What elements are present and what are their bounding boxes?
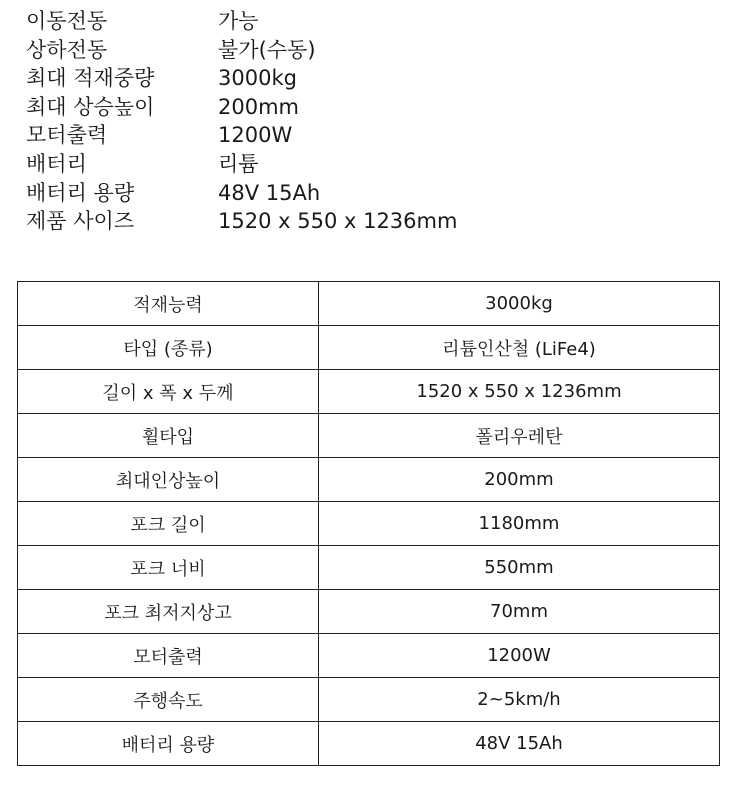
spec-label-cell: 배터리 용량 — [18, 722, 319, 766]
summary-label: 배터리 — [26, 151, 87, 176]
table-row — [18, 546, 720, 590]
spec-label-cell: 길이 x 폭 x 두께 — [18, 370, 319, 414]
table-row — [18, 326, 720, 370]
table-row — [18, 282, 720, 326]
summary-row-max-load — [26, 64, 726, 93]
summary-value: 48V 15Ah — [218, 180, 321, 205]
table-row — [18, 458, 720, 502]
table-row — [18, 722, 720, 766]
summary-row-max-lift-height — [26, 93, 726, 122]
table-row — [18, 590, 720, 634]
spec-value-cell: 48V 15Ah — [319, 722, 720, 766]
summary-value: 3000kg — [218, 66, 297, 91]
spec-value-cell: 3000kg — [319, 282, 720, 326]
spec-label-cell: 휠타입 — [18, 414, 319, 458]
summary-label: 최대 상승높이 — [26, 94, 155, 119]
spec-label-cell: 최대인상높이 — [18, 458, 319, 502]
summary-value: 200mm — [218, 94, 299, 119]
spec-value-cell: 폴리우레탄 — [319, 414, 720, 458]
summary-label: 제품 사이즈 — [26, 209, 135, 234]
spec-label-cell: 포크 최저지상고 — [18, 590, 319, 634]
summary-value: 1520 x 550 x 1236mm — [218, 209, 458, 234]
table-row — [18, 370, 720, 414]
summary-label: 상하전동 — [26, 37, 108, 62]
summary-label: 이동전동 — [26, 9, 108, 33]
spec-label-cell: 포크 너비 — [18, 546, 319, 590]
spec-label-cell: 적재능력 — [18, 282, 319, 326]
table-row — [18, 502, 720, 546]
spec-value-cell: 550mm — [319, 546, 720, 590]
spec-label-cell: 타입 (종류) — [18, 326, 319, 370]
summary-row-lift-power — [26, 36, 726, 65]
summary-row-move-power — [26, 7, 726, 36]
spec-value-cell: 리튬인산철 (LiFe4) — [319, 326, 720, 370]
spec-value-cell: 1520 x 550 x 1236mm — [319, 370, 720, 414]
summary-label: 모터출력 — [26, 123, 108, 148]
summary-row-motor-output — [26, 121, 726, 150]
table-row — [18, 414, 720, 458]
table-row — [18, 634, 720, 678]
spec-value-cell: 200mm — [319, 458, 720, 502]
spec-label-cell: 주행속도 — [18, 678, 319, 722]
spec-value-cell: 1200W — [319, 634, 720, 678]
summary-value: 1200W — [218, 123, 293, 148]
spec-value-cell: 1180mm — [319, 502, 720, 546]
spec-value-cell: 2~5km/h — [319, 678, 720, 722]
summary-row-product-size — [26, 207, 726, 236]
summary-label: 배터리 용량 — [26, 180, 135, 205]
summary-spec-list — [26, 7, 726, 236]
summary-row-battery-capacity — [26, 179, 726, 208]
summary-value: 리튬 — [218, 151, 259, 176]
spec-label-cell: 모터출력 — [18, 634, 319, 678]
summary-row-battery — [26, 150, 726, 179]
summary-label: 최대 적재중량 — [26, 66, 155, 91]
spec-label-cell: 포크 길이 — [18, 502, 319, 546]
summary-value: 불가(수동) — [218, 37, 316, 62]
summary-value: 가능 — [218, 9, 259, 33]
spec-value-cell: 70mm — [319, 590, 720, 634]
spec-table — [17, 281, 720, 766]
table-row — [18, 678, 720, 722]
